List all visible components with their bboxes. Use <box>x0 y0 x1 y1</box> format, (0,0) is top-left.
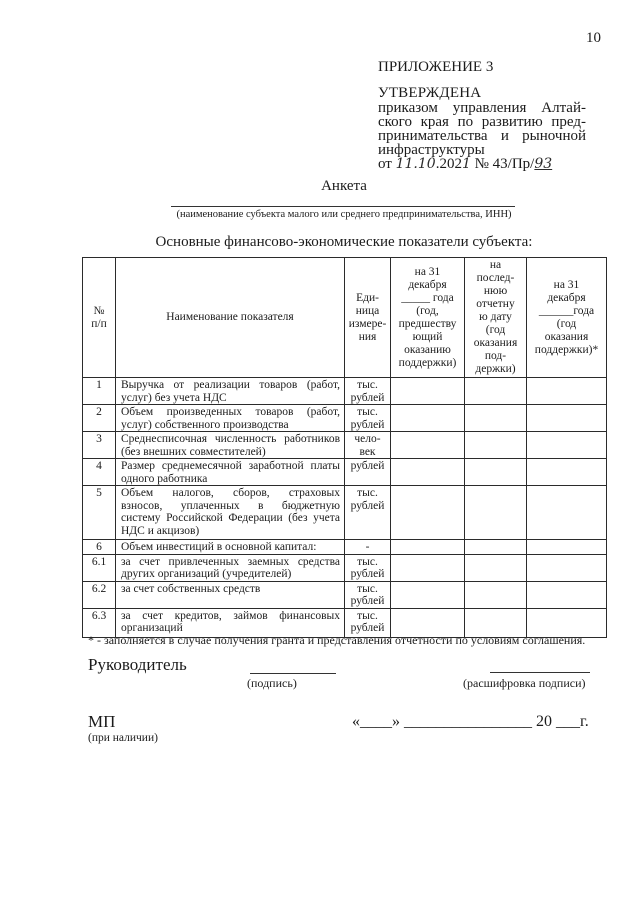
text-line: Выручка от реализации товаров (работ, <box>121 379 340 391</box>
name-transcript-line <box>490 671 590 673</box>
table-row <box>83 432 607 459</box>
row-number: 6.3 <box>83 608 116 637</box>
text-line: одного работника <box>121 472 208 485</box>
text-line: приказом управления Алтай- <box>378 100 586 116</box>
value-prev-year-cell <box>391 459 465 486</box>
value-last-report-cell <box>465 432 527 459</box>
unit-of-measure: тыс. рублей <box>345 486 391 540</box>
date-prefix: от <box>378 156 396 172</box>
subject-field-caption: (наименование субъекта малого или среднего предпринимательства, ИНН) <box>176 209 512 220</box>
value-support-year-cell <box>527 405 607 432</box>
name-transcript-caption: (расшифровка подписи) <box>463 676 586 690</box>
unit-of-measure: рублей <box>345 459 391 486</box>
indicator-name-cell <box>116 486 345 540</box>
text-line: за счет кредитов, займов финансовых <box>121 609 340 622</box>
indicator-name <box>121 610 340 635</box>
text-line: за счет привлеченных заемных средства <box>121 555 340 568</box>
approved-label: УТВЕРЖДЕНА <box>378 85 482 101</box>
value-prev-year-cell <box>391 405 465 432</box>
text-line: услуг) собственного производства <box>121 418 289 431</box>
header-indicator-name: Наименование показателя <box>116 258 345 378</box>
text-line: взносов, уплаченных в бюджетную <box>121 499 340 512</box>
header-number: № п/п <box>83 258 116 378</box>
signatory-role: Руководитель <box>88 655 187 674</box>
stamp-label: МП <box>88 712 116 731</box>
order-text <box>378 101 586 157</box>
text-line: принимательства и рыночной <box>378 128 586 144</box>
text-line: других организаций (учредителей) <box>121 568 292 580</box>
row-number: 3 <box>83 432 116 459</box>
signature-line <box>250 672 336 674</box>
value-support-year-cell <box>527 378 607 405</box>
value-support-year-cell <box>527 432 607 459</box>
text-line: Объем произведенных товаров (работ, <box>121 406 340 418</box>
value-prev-year-cell <box>391 486 465 540</box>
indicator-name-cell <box>116 378 345 405</box>
indicator-name-cell <box>116 405 345 432</box>
table-row <box>83 554 607 581</box>
date-fill-line: «____» ________________ 20 ___г. <box>352 713 589 730</box>
value-support-year-cell <box>527 459 607 486</box>
handwritten-year-digit: 1 <box>461 156 471 172</box>
text-line: за счет собственных средств <box>121 582 261 595</box>
unit-of-measure: тыс. рублей <box>345 554 391 581</box>
table-row <box>83 378 607 405</box>
table-row <box>83 540 607 555</box>
handwritten-order-number: 93 <box>534 156 553 172</box>
indicator-name <box>121 541 340 554</box>
table-row <box>83 405 607 432</box>
value-last-report-cell <box>465 378 527 405</box>
value-last-report-cell <box>465 405 527 432</box>
value-support-year-cell <box>527 540 607 555</box>
value-prev-year-cell <box>391 540 465 555</box>
date-year-printed: .202 <box>435 156 462 172</box>
table-title: Основные финансово-экономические показатели субъекта: <box>155 234 533 250</box>
indicator-name-cell <box>116 581 345 608</box>
value-support-year-cell <box>527 554 607 581</box>
table-header-row <box>83 258 607 378</box>
table-row <box>83 459 607 486</box>
appendix-label: ПРИЛОЖЕНИЕ 3 <box>378 59 494 75</box>
indicator-name <box>121 556 340 581</box>
value-support-year-cell <box>527 581 607 608</box>
indicator-name-cell <box>116 459 345 486</box>
text-line: Объем инвестиций в основной капитал: <box>121 541 317 553</box>
header-prev-year: на 31 декабря _____ года (год, предшеству ющий оказанию поддержки) <box>391 258 465 378</box>
text-line: услуг) без учета НДС <box>121 391 227 404</box>
subject-name-field <box>171 205 515 207</box>
indicator-name <box>121 379 340 404</box>
indicator-name-cell <box>116 540 345 555</box>
unit-of-measure: тыс. рублей <box>345 405 391 432</box>
unit-of-measure: тыс. рублей <box>345 608 391 637</box>
text-line: организаций <box>121 622 183 634</box>
indicator-name-cell <box>116 554 345 581</box>
signature-caption: (подпись) <box>247 676 297 690</box>
row-number: 4 <box>83 459 116 486</box>
value-last-report-cell <box>465 486 527 540</box>
unit-of-measure: чело- век <box>345 432 391 459</box>
text-line: Среднесписочная численность работников <box>121 433 340 445</box>
text-line: инфраструктуры <box>378 142 485 158</box>
header-support-year: на 31 декабря ______года (год оказания поддержки)* <box>527 258 607 378</box>
row-number: 5 <box>83 486 116 540</box>
row-number: 6.1 <box>83 554 116 581</box>
value-prev-year-cell <box>391 432 465 459</box>
table-row <box>83 581 607 608</box>
indicator-name <box>121 406 340 431</box>
header-last-report-date: на послед- нюю отчетну ю дату (год оказания под- держки) <box>465 258 527 378</box>
indicator-name <box>121 433 340 458</box>
value-prev-year-cell <box>391 378 465 405</box>
table-row <box>83 486 607 540</box>
unit-of-measure: тыс. рублей <box>345 378 391 405</box>
form-title: Анкета <box>321 178 367 194</box>
indicator-name <box>121 460 340 485</box>
header-unit: Еди- ница измере- ния <box>345 258 391 378</box>
row-number: 1 <box>83 378 116 405</box>
order-date-line <box>378 156 552 172</box>
row-number: 6 <box>83 540 116 555</box>
text-line: НДС и акцизов) <box>121 524 200 537</box>
footnote: * - заполняется в случае получения гранта и представления отчетности по условиям соглашения. <box>88 633 586 647</box>
value-last-report-cell <box>465 459 527 486</box>
indicator-name <box>121 487 340 537</box>
value-last-report-cell <box>465 581 527 608</box>
value-prev-year-cell <box>391 581 465 608</box>
text-line: Объем налогов, сборов, страховых <box>121 487 340 499</box>
unit-of-measure: тыс. рублей <box>345 581 391 608</box>
text-line: ского края по развитию пред- <box>378 114 586 130</box>
page-number: 10 <box>586 30 601 46</box>
text-line: систему Российской Федерации (без учета <box>121 512 340 524</box>
text-line: (без внешних совместителей) <box>121 445 266 458</box>
order-number-printed: № 43/Пр/ <box>470 156 535 172</box>
value-last-report-cell <box>465 540 527 555</box>
row-number: 2 <box>83 405 116 432</box>
indicator-name-cell <box>116 432 345 459</box>
stamp-note: (при наличии) <box>88 732 158 744</box>
text-line: Размер среднемесячной заработной платы <box>121 460 340 472</box>
unit-of-measure: - <box>345 540 391 555</box>
value-prev-year-cell <box>391 554 465 581</box>
handwritten-day-month: 11.10 <box>395 156 436 172</box>
indicator-name <box>121 583 340 596</box>
value-last-report-cell <box>465 554 527 581</box>
row-number: 6.2 <box>83 581 116 608</box>
indicators-table <box>82 257 607 638</box>
value-support-year-cell <box>527 486 607 540</box>
